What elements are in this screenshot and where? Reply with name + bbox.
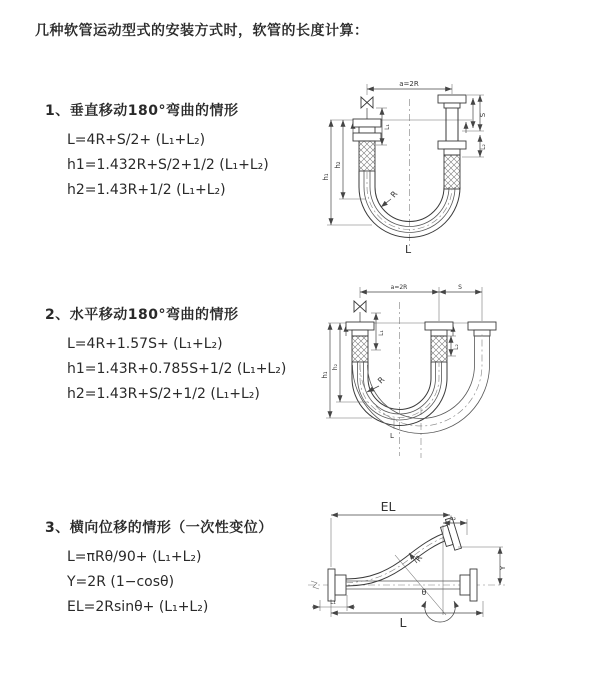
section-3 <box>45 517 273 620</box>
length-label: L <box>399 615 407 630</box>
angle-arc <box>440 601 455 622</box>
s-label: S <box>458 284 462 291</box>
diagram-horizontal-180-bend <box>310 278 600 468</box>
valve-icon <box>361 97 373 119</box>
dim-label-a2r: a=2R <box>399 80 419 88</box>
h1-label: h₁ <box>321 371 329 379</box>
l1-label: L₁ <box>378 330 385 336</box>
section-1-formula-L: L=4R+S/2+ (L₁+L₂) <box>67 132 206 148</box>
l2-label: L₂ <box>450 515 456 522</box>
section-2-formula-h1: h1=1.43R+0.785S+1/2 (L₁+L₂) <box>67 361 287 377</box>
s-curve-hose <box>346 531 452 586</box>
radius-label: R <box>413 553 425 564</box>
right-pipe-fitting <box>438 95 466 189</box>
angle-arc <box>425 601 440 622</box>
radius-label: R <box>388 189 400 200</box>
length-label: L <box>405 243 412 256</box>
radius-arrow <box>381 199 391 207</box>
length-label: L <box>390 432 394 440</box>
l2-label: L₂ <box>453 344 460 350</box>
diagram-lateral-displacement <box>300 495 600 650</box>
section-2 <box>45 304 286 407</box>
l2-label: L₂ <box>480 144 487 150</box>
section-2-heading: 2、水平移动180°弯曲的情形 <box>45 307 239 323</box>
section-3-formula-Y: Y=2R (1−cosθ) <box>67 574 175 590</box>
section-3-heading: 3、横向位移的情形（一次性变位） <box>45 520 273 536</box>
section-1-heading: 1、垂直移动180°弯曲的情形 <box>45 103 239 119</box>
left-flange <box>328 569 346 601</box>
ghost-pipe <box>346 569 477 601</box>
page-title: 几种软管运动型式的安装方式时，软管的长度计算： <box>35 23 369 39</box>
section-1-formula-h2: h2=1.43R+1/2 (L₁+L₂) <box>67 182 226 198</box>
valve-icon <box>354 301 366 322</box>
section-1-formula-h1: h1=1.432R+S/2+1/2 (L₁+L₂) <box>67 157 269 173</box>
el-label: EL <box>380 499 396 514</box>
section-2-formula-h2: h2=1.43R+S/2+1/2 (L₁+L₂) <box>67 386 260 402</box>
h2-label: h₂ <box>334 161 342 169</box>
h2-label: h₂ <box>332 363 339 371</box>
section-2-formula-L: L=4R+1.57S+ (L₁+L₂) <box>67 336 223 352</box>
l1-label: L₁ <box>384 124 391 130</box>
theta-label: θ <box>421 588 427 597</box>
section-3-formula-EL: EL=2Rsinθ+ (L₁+L₂) <box>67 599 209 615</box>
left-pipe-fitting <box>346 322 374 362</box>
diagram-vertical-180-bend <box>310 75 600 265</box>
y-label: Y <box>499 565 507 571</box>
l1-label: L₁ <box>330 599 336 606</box>
section-3-formula-L: L=πRθ/90+ (L₁+L₂) <box>67 549 202 565</box>
s-label: S <box>479 112 487 118</box>
dim-label-a2r: a=2R <box>390 284 408 291</box>
right-pipe-fitting <box>468 322 496 336</box>
radius-label: R <box>376 375 387 386</box>
h1-label: h₁ <box>322 173 330 181</box>
section-1 <box>45 100 269 203</box>
u-hose-displaced <box>353 334 490 433</box>
